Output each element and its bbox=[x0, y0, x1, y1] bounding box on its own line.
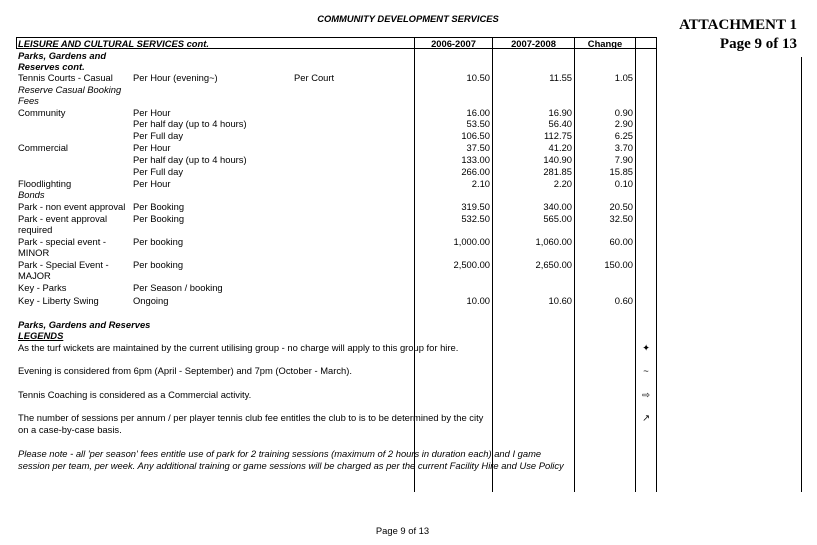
legend-text-sessions-line1: The number of sessions per annum / per player tennis club fee entitles the club to is to be determined by the city bbox=[18, 412, 484, 423]
tennis-casual-2007: 11.55 bbox=[549, 72, 572, 83]
community-row-2007: 56.40 bbox=[548, 118, 572, 129]
document-title: COMMUNITY DEVELOPMENT SERVICES bbox=[317, 13, 499, 24]
column-header-2006: 2006-2007 bbox=[431, 38, 476, 49]
floodlighting-change: 0.10 bbox=[614, 178, 633, 189]
community-row-2006: 16.00 bbox=[466, 107, 490, 118]
park-event-2006: 532.50 bbox=[461, 213, 490, 224]
community-row-change: 6.25 bbox=[614, 130, 633, 141]
tennis-casual-unit: Per Hour (evening~) bbox=[133, 72, 218, 83]
page-right-border bbox=[801, 57, 802, 492]
community-row-2006: 106.50 bbox=[461, 130, 490, 141]
community-row-unit: Per Full day bbox=[133, 130, 184, 141]
community-name: Community bbox=[18, 107, 66, 118]
key-liberty-2007: 10.60 bbox=[548, 295, 572, 306]
park-event-name-line2: required bbox=[18, 224, 53, 235]
legends-section: Parks, Gardens and Reserves bbox=[18, 319, 151, 330]
tennis-casual-name: Tennis Courts - Casual bbox=[18, 72, 113, 83]
bonds-heading: Bonds bbox=[18, 189, 45, 200]
park-special-major-line1: Park - Special Event - bbox=[18, 259, 109, 270]
floodlighting-2006: 2.10 bbox=[471, 178, 490, 189]
park-special-minor-unit: Per booking bbox=[133, 236, 184, 247]
park-special-minor-change: 60.00 bbox=[609, 236, 633, 247]
note-line2: session per team, per week. Any additional training or game sessions will be charged as per the current Facility Hire and Use Policy bbox=[18, 460, 564, 471]
community-row-unit: Per Hour bbox=[133, 107, 171, 118]
attachment-label: ATTACHMENT 1 bbox=[679, 17, 797, 33]
community-row-2006: 53.50 bbox=[466, 118, 490, 129]
commercial-row-2007: 281.85 bbox=[543, 166, 572, 177]
commercial-row-change: 3.70 bbox=[614, 142, 633, 153]
commercial-name: Commercial bbox=[18, 142, 69, 153]
legend-text-turf: As the turf wickets are maintained by the current utilising group - no charge will apply to this group for hire. bbox=[18, 342, 459, 353]
reserve-fees-line1: Reserve Casual Booking bbox=[18, 84, 122, 95]
park-event-2007: 565.00 bbox=[543, 213, 572, 224]
arrow-right-icon: ⇨ bbox=[642, 389, 650, 400]
floodlighting-name: Floodlighting bbox=[18, 178, 72, 189]
tennis-casual-2006: 10.50 bbox=[466, 72, 490, 83]
park-special-major-line2: MAJOR bbox=[18, 270, 51, 281]
note-line1: Please note - all 'per season' fees entitle use of park for 2 training sessions (maximum of 2 hours in duration each) and I game bbox=[18, 448, 542, 459]
commercial-row-2006: 133.00 bbox=[461, 154, 490, 165]
page-label: Page 9 of 13 bbox=[719, 36, 797, 52]
commercial-row-unit: Per Hour bbox=[133, 142, 171, 153]
col-divider-symbol bbox=[635, 37, 636, 492]
park-non-event-change: 20.50 bbox=[609, 201, 633, 212]
community-row-change: 0.90 bbox=[614, 107, 633, 118]
community-row-change: 2.90 bbox=[614, 118, 633, 129]
park-special-major-unit: Per booking bbox=[133, 259, 184, 270]
tilde-icon: ~ bbox=[643, 365, 649, 376]
section-title: LEISURE AND CULTURAL SERVICES cont. bbox=[18, 38, 209, 49]
diagonal-arrow-icon: ↗ bbox=[642, 412, 650, 423]
park-non-event-unit: Per Booking bbox=[133, 201, 185, 212]
floodlighting-unit: Per Hour bbox=[133, 178, 171, 189]
commercial-row-change: 15.85 bbox=[609, 166, 633, 177]
star-icon: ✦ bbox=[642, 342, 650, 353]
park-non-event-2007: 340.00 bbox=[543, 201, 572, 212]
commercial-row-unit: Per Full day bbox=[133, 166, 184, 177]
commercial-row-2006: 37.50 bbox=[466, 142, 490, 153]
floodlighting-2007: 2.20 bbox=[553, 178, 572, 189]
park-special-minor-line1: Park - special event - bbox=[18, 236, 107, 247]
legend-text-sessions-line2: on a case-by-case basis. bbox=[18, 424, 122, 435]
key-liberty-name: Key - Liberty Swing bbox=[18, 295, 99, 306]
commercial-row-unit: Per half day (up to 4 hours) bbox=[133, 154, 247, 165]
commercial-row-2007: 140.90 bbox=[543, 154, 572, 165]
park-non-event-2006: 319.50 bbox=[461, 201, 490, 212]
table-left-border bbox=[16, 37, 17, 49]
column-header-change: Change bbox=[587, 38, 623, 49]
key-liberty-unit: Ongoing bbox=[133, 295, 169, 306]
park-event-change: 32.50 bbox=[609, 213, 633, 224]
commercial-row-2006: 266.00 bbox=[461, 166, 490, 177]
community-row-unit: Per half day (up to 4 hours) bbox=[133, 118, 247, 129]
park-special-major-2007: 2,650.00 bbox=[535, 259, 572, 270]
column-header-2007: 2007-2008 bbox=[511, 38, 556, 49]
park-special-major-change: 150.00 bbox=[604, 259, 633, 270]
legend-text-coaching: Tennis Coaching is considered as a Commercial activity. bbox=[18, 389, 252, 400]
park-non-event-name: Park - non event approval bbox=[18, 201, 126, 212]
commercial-row-change: 7.90 bbox=[614, 154, 633, 165]
park-special-major-2006: 2,500.00 bbox=[453, 259, 490, 270]
key-parks-name: Key - Parks bbox=[18, 282, 67, 293]
commercial-row-2007: 41.20 bbox=[548, 142, 572, 153]
reserve-fees-line2: Fees bbox=[18, 95, 39, 106]
legend-text-evening: Evening is considered from 6pm (April - September) and 7pm (October - March). bbox=[18, 365, 352, 376]
key-liberty-2006: 10.00 bbox=[466, 295, 490, 306]
park-special-minor-2007: 1,060.00 bbox=[535, 236, 572, 247]
key-parks-unit: Per Season / booking bbox=[133, 282, 223, 293]
subheading-line1: Parks, Gardens and bbox=[18, 50, 107, 61]
community-row-2007: 112.75 bbox=[544, 130, 572, 141]
community-row-2007: 16.90 bbox=[548, 107, 572, 118]
park-special-minor-line2: MINOR bbox=[18, 247, 50, 258]
park-event-unit: Per Booking bbox=[133, 213, 185, 224]
tennis-casual-change: 1.05 bbox=[614, 72, 633, 83]
footer-page-number: Page 9 of 13 bbox=[375, 525, 430, 536]
key-liberty-change: 0.60 bbox=[614, 295, 633, 306]
subheading-line2: Reserves cont. bbox=[18, 61, 85, 72]
col-divider-right bbox=[656, 37, 657, 492]
tennis-casual-basis: Per Court bbox=[294, 72, 335, 83]
legends-title: LEGENDS bbox=[18, 330, 64, 341]
park-event-name-line1: Park - event approval bbox=[18, 213, 108, 224]
park-special-minor-2006: 1,000.00 bbox=[453, 236, 490, 247]
